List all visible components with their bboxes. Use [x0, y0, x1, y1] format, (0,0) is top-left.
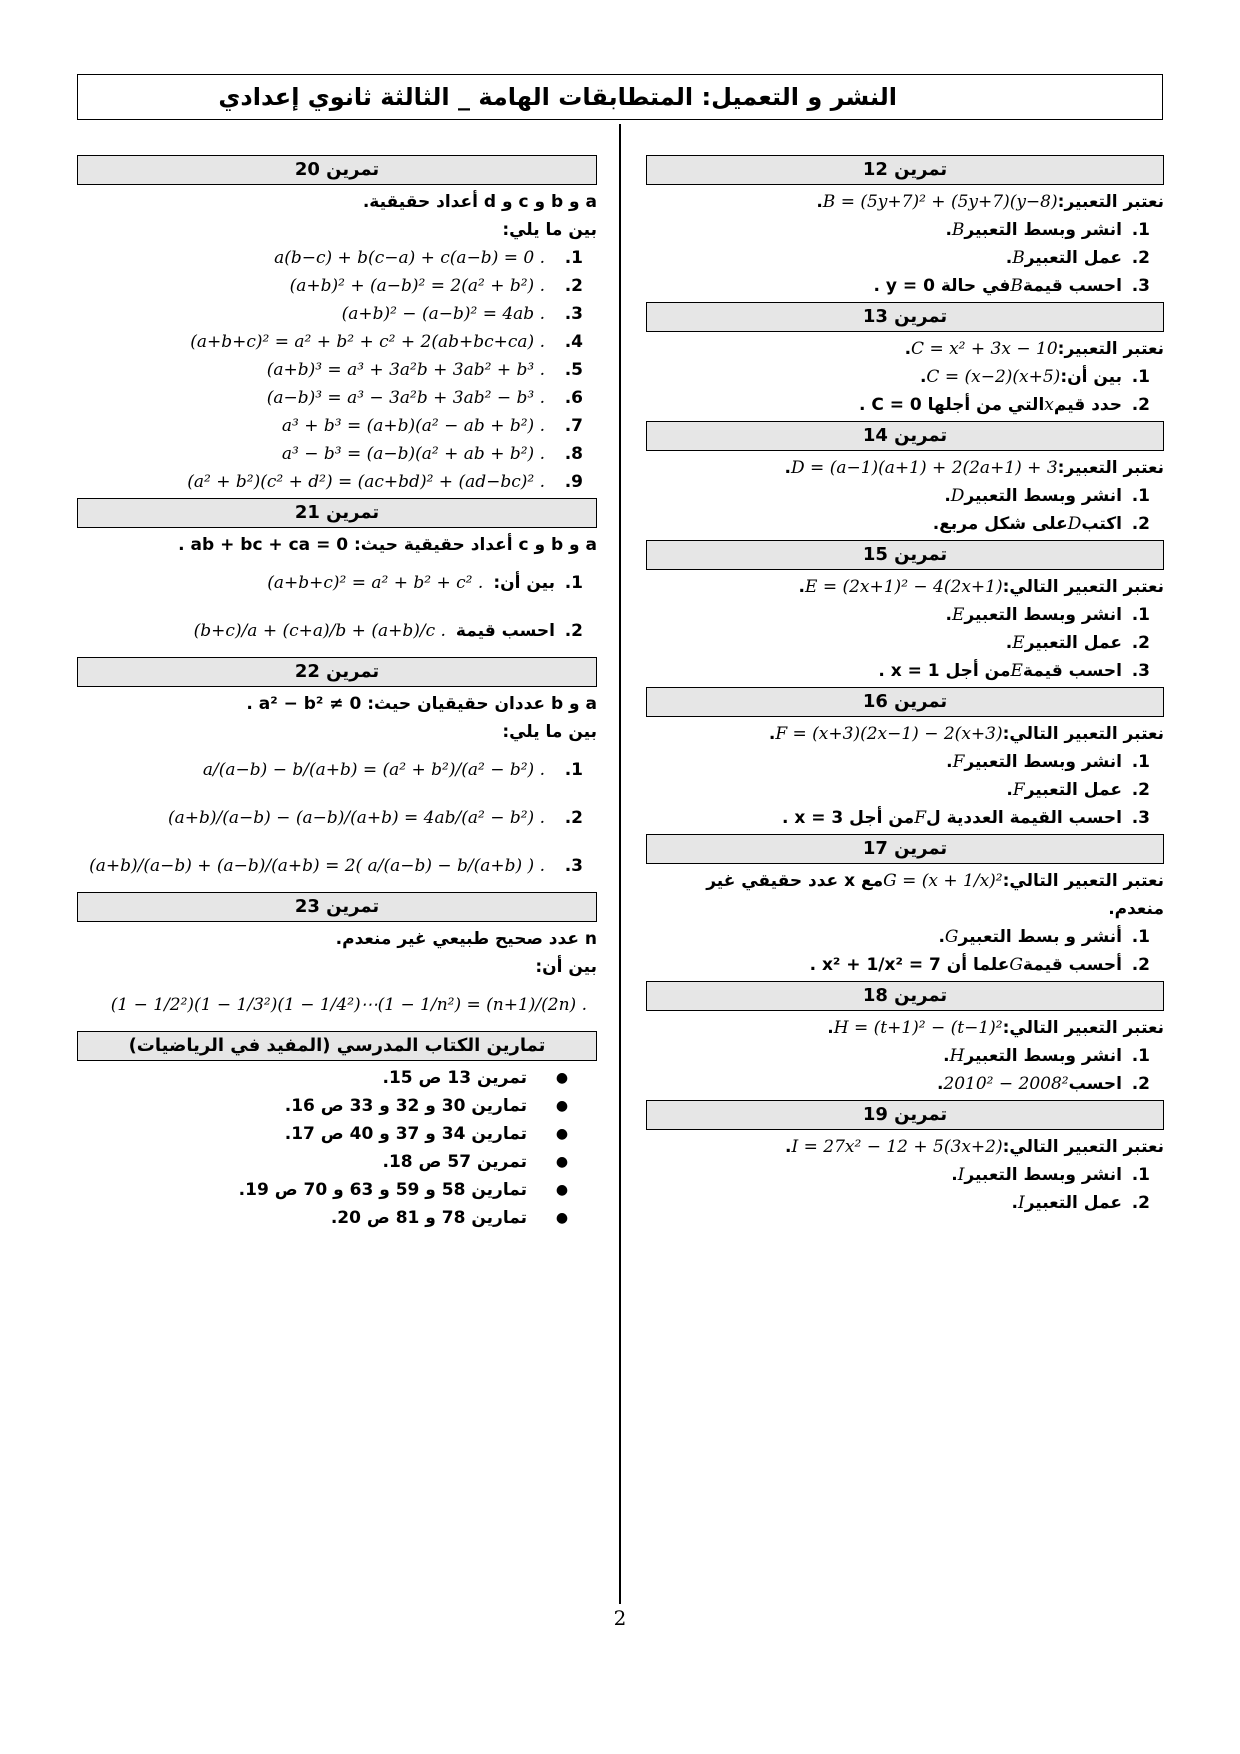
exercise-line [646, 188, 1164, 216]
math-expression: (a+b)/(a−b) + (a−b)/(a+b) = 2( a/(a−b) − b/(a+b) ) . [89, 856, 545, 876]
exercise-20-instruction: بين ما يلي: [502, 220, 597, 240]
line-text: عمل التعبير [1024, 248, 1122, 268]
item-number: 2. [564, 808, 583, 828]
item-number: 7. [564, 416, 583, 436]
item-number: 1. [564, 760, 583, 780]
exercise-line [646, 244, 1164, 272]
exercise-line [646, 748, 1164, 776]
line-tail: من أجل x = 3 . [782, 808, 915, 828]
item-number: 1. [1131, 1165, 1150, 1185]
line-text: انشر وبسط التعبير [964, 1046, 1122, 1066]
line-text: نعتبر التعبير التالي: [1002, 871, 1164, 891]
item-number: 1. [1131, 752, 1150, 772]
math-expression: F [1012, 780, 1025, 800]
exercise-23-header: تمرين 23 [77, 892, 597, 922]
math-expression: 2010² − 2008² [943, 1074, 1069, 1094]
exercise-header: تمرين 18 [646, 981, 1164, 1011]
item-number: 2. [564, 621, 583, 641]
line-text: نعتبر التعبير: [1057, 458, 1164, 478]
math-expression: B = (5y+7)² + (5y+7)(y−8) [822, 192, 1058, 212]
line-text: نعتبر التعبير التالي: [1002, 1137, 1164, 1157]
item-number: 1. [1131, 220, 1150, 240]
left-column [77, 153, 597, 1232]
bullet-icon: ● [555, 1098, 569, 1114]
exercise-20-intro: a و b و c و d أعداد حقيقية. [362, 192, 597, 212]
textbook-exercise-item [77, 1092, 597, 1120]
item-number: 2. [1131, 1074, 1150, 1094]
line-text: نعتبر التعبير التالي: [1002, 577, 1164, 597]
exercise-line [646, 629, 1164, 657]
exercise-line [646, 363, 1164, 391]
line-text: أحسب قيمة [1022, 955, 1122, 975]
exercise-line [646, 216, 1164, 244]
item-number: 3. [1131, 661, 1150, 681]
math-expression: (a+b)/(a−b) − (a−b)/(a+b) = 4ab/(a² − b²) . [168, 808, 545, 828]
math-expression: I [957, 1165, 965, 1185]
exercise-header: تمرين 13 [646, 302, 1164, 332]
math-expression: (a+b)³ = a³ + 3a²b + 3ab² + b³ . [266, 360, 545, 380]
exercise-22-intro: a و b عددان حقيقيان حيث: a² − b² ≠ 0 . [246, 694, 597, 714]
item-number: 6. [564, 388, 583, 408]
math-expression: x [1044, 395, 1054, 415]
math-expression: F = (x+3)(2x−1) − 2(x+3) [775, 724, 1003, 744]
exercise-23-intro: n عدد صحيح طبيعي غير منعدم. [335, 929, 597, 949]
math-expression: (a+b+c)² = a² + b² + c² + 2(ab+bc+ca) . [190, 332, 545, 352]
line-text: نعتبر التعبير: [1057, 339, 1164, 359]
bullet-icon: ● [555, 1182, 569, 1198]
item-number: 3. [1131, 808, 1150, 828]
line-tail: . [827, 1018, 834, 1038]
line-text: انشر وبسط التعبير [964, 605, 1122, 625]
exercise-line [646, 454, 1164, 482]
line-tail: . [945, 605, 952, 625]
exercise-line [646, 657, 1164, 685]
exercise-line [646, 1189, 1164, 1217]
textbook-exercise-text: تمارين 30 و 32 و 33 ص 16. [284, 1096, 527, 1116]
item-number: 2. [1131, 780, 1150, 800]
exercise-line [646, 951, 1164, 979]
page-title: النشر و التعميل: المتطابقات الهامة _ الثالثة ثانوي إعدادي [77, 74, 1163, 120]
identity-item [77, 272, 597, 300]
exercise-header: تمرين 17 [646, 834, 1164, 864]
line-text: عمل التعبير [1024, 780, 1122, 800]
exercise-line [646, 335, 1164, 363]
textbook-exercise-item [77, 1148, 597, 1176]
line-tail: في حالة y = 0 . [873, 276, 1011, 296]
item-number: 1. [564, 248, 583, 268]
identity-item [77, 356, 597, 384]
item-number: 1. [1131, 367, 1150, 387]
math-expression: D [1067, 514, 1082, 534]
exercise-line [646, 867, 1164, 895]
math-expression: a/(a−b) − b/(a+b) = (a² + b²)/(a² − b²) . [202, 760, 545, 780]
textbook-exercise-text: تمرين 57 ص 18. [382, 1152, 527, 1172]
textbook-exercise-text: تمارين 58 و 59 و 63 و 70 ص 19. [238, 1180, 527, 1200]
line-tail: التي من أجلها C = 0 . [858, 395, 1045, 415]
item-number: 9. [564, 472, 583, 492]
math-expression: I = 27x² − 12 + 5(3x+2) [791, 1137, 1003, 1157]
textbook-exercises-header: تمارين الكتاب المدرسي (المفيد في الرياضيات) [77, 1031, 597, 1061]
math-expression: a³ + b³ = (a+b)(a² − ab + b²) . [281, 416, 545, 436]
textbook-exercise-item [77, 1204, 597, 1232]
math-expression: (a−b)³ = a³ − 3a²b + 3ab² − b³ . [266, 388, 545, 408]
line-text: نعتبر التعبير التالي: [1002, 1018, 1164, 1038]
identity-item [77, 384, 597, 412]
item-text: احسب قيمة [455, 621, 555, 641]
exercise-header: تمرين 15 [646, 540, 1164, 570]
item-number: 8. [564, 444, 583, 464]
line-tail: . [768, 724, 776, 744]
math-expression: B [1010, 276, 1023, 296]
line-text: انشر وبسط التعبير [964, 752, 1122, 772]
exercise-line [646, 601, 1164, 629]
item-number: 1. [1131, 927, 1150, 947]
exercise-line [646, 1161, 1164, 1189]
exercise-23-instruction: بين أن: [535, 957, 597, 977]
math-expression: B [1012, 248, 1025, 268]
math-expression: G = (x + 1/x)² [883, 871, 1003, 891]
math-expression: G [944, 927, 959, 947]
math-expression: (a+b)² − (a−b)² = 4ab . [341, 304, 545, 324]
exercise-20-header: تمرين 20 [77, 155, 597, 185]
identity-item [77, 244, 597, 272]
exercise-line [646, 1014, 1164, 1042]
item-number: 1. [1131, 605, 1150, 625]
line-text: بين أن: [1060, 367, 1122, 387]
math-expression: (b+c)/a + (c+a)/b + (a+b)/c . [193, 621, 446, 641]
line-tail: . [946, 752, 953, 772]
bullet-icon: ● [555, 1154, 569, 1170]
identity-item [77, 842, 597, 890]
item-number: 2. [1131, 248, 1150, 268]
math-expression: C = x² + 3x − 10 [911, 339, 1058, 359]
bullet-icon: ● [555, 1070, 569, 1086]
exercise-header: تمرين 12 [646, 155, 1164, 185]
exercise-21-header: تمرين 21 [77, 498, 597, 528]
exercise-22-instruction: بين ما يلي: [502, 722, 597, 742]
item-number: 1. [1131, 1046, 1150, 1066]
math-expression: F [914, 808, 926, 828]
exercise-header: تمرين 14 [646, 421, 1164, 451]
line-tail: . [944, 486, 951, 506]
line-tail: علما أن x² + 1/x² = 7 . [809, 955, 1010, 975]
line-text: احسب القيمة العددية ل [925, 808, 1122, 828]
math-expression: H = (t+1)² − (t−1)² [833, 1018, 1003, 1038]
line-tail: . [919, 367, 927, 387]
textbook-exercise-item [77, 1176, 597, 1204]
line-tail: من أجل x = 1 . [878, 661, 1011, 681]
item-text: بين أن: [493, 573, 555, 593]
line-text: عمل التعبير [1024, 1193, 1122, 1213]
item-number: 2. [1131, 514, 1150, 534]
math-expression: F [952, 752, 965, 772]
math-expression: (a² + b²)(c² + d²) = (ac+bd)² + (ad−bc)² . [187, 472, 545, 492]
line-text: احسب قيمة [1022, 276, 1122, 296]
math-expression: E [952, 605, 965, 625]
line-tail: . [951, 1165, 958, 1185]
line-tail: . [1005, 633, 1013, 653]
bullet-icon: ● [555, 1210, 569, 1226]
line-tail: . [943, 1046, 950, 1066]
exercise-23-formula [77, 981, 597, 1029]
textbook-exercise-text: تمارين 34 و 37 و 40 ص 17. [284, 1124, 527, 1144]
math-expression: (a+b+c)² = a² + b² + c² . [267, 573, 484, 593]
line-tail: مع x عدد حقيقي غير [706, 871, 884, 891]
textbook-exercise-item [77, 1064, 597, 1092]
exercise-line [646, 804, 1164, 832]
exercise-line [646, 1070, 1164, 1098]
item-number: 1. [564, 573, 583, 593]
item-number: 3. [564, 856, 583, 876]
line-text: احسب [1068, 1074, 1122, 1094]
math-expression: D [950, 486, 965, 506]
column-divider [619, 124, 621, 1604]
identity-item [77, 746, 597, 794]
exercise-line [646, 510, 1164, 538]
math-expression: I [1017, 1193, 1025, 1213]
line-tail: . [936, 1074, 944, 1094]
textbook-exercise-item [77, 1120, 597, 1148]
math-expression: a³ − b³ = (a−b)(a² + ab + b²) . [281, 444, 545, 464]
item-number: 2. [564, 276, 583, 296]
line-text: عمل التعبير [1024, 633, 1122, 653]
exercise-line [646, 895, 1164, 923]
exercise-line [646, 272, 1164, 300]
line-tail: . [784, 458, 792, 478]
line-text: انشر وبسط التعبير [964, 486, 1122, 506]
item-number: 5. [564, 360, 583, 380]
exercise-line [646, 1042, 1164, 1070]
line-text: انشر وبسط التعبير [964, 220, 1122, 240]
line-tail: . [1005, 248, 1013, 268]
exercise-line [646, 923, 1164, 951]
line-tail: . [1006, 780, 1013, 800]
identity-item [77, 440, 597, 468]
line-tail: . [1011, 1193, 1018, 1213]
textbook-exercise-text: تمارين 78 و 81 ص 20. [330, 1208, 527, 1228]
identity-item [77, 468, 597, 496]
math-expression: G [1009, 955, 1023, 975]
math-expression: B [951, 220, 965, 240]
identity-item [77, 328, 597, 356]
exercise-line [646, 391, 1164, 419]
line-tail: . [816, 192, 823, 212]
item-number: 3. [1131, 276, 1150, 296]
math-expression: a(b−c) + b(c−a) + c(a−b) = 0 . [274, 248, 545, 268]
page-number: 2 [613, 1606, 627, 1630]
line-tail: . [798, 577, 805, 597]
line-text: نعتبر التعبير التالي: [1002, 724, 1164, 744]
line-text: أنشر و بسط التعبير [958, 927, 1122, 947]
line-tail: . [945, 220, 952, 240]
formula: (1 − 1/2²)(1 − 1/3²)(1 − 1/4²)⋯(1 − 1/n²) = (n+1)/(2n) . [110, 995, 587, 1015]
line-tail: . [904, 339, 912, 359]
identity-item [77, 607, 597, 655]
math-expression: (a+b)² + (a−b)² = 2(a² + b²) . [289, 276, 545, 296]
exercise-22-header: تمرين 22 [77, 657, 597, 687]
identity-item [77, 412, 597, 440]
item-number: 2. [1131, 955, 1150, 975]
line-text: احسب قيمة [1022, 661, 1122, 681]
exercise-line [646, 573, 1164, 601]
identity-item [77, 794, 597, 842]
line-text: نعتبر التعبير: [1057, 192, 1164, 212]
exercise-line [646, 720, 1164, 748]
bullet-icon: ● [555, 1126, 569, 1142]
item-number: 2. [1131, 395, 1150, 415]
exercise-21-intro: a و b و c أعداد حقيقية حيث: ab + bc + ca = 0 . [178, 535, 597, 555]
math-expression: E = (2x+1)² − 4(2x+1) [805, 577, 1003, 597]
math-expression: H [949, 1046, 965, 1066]
line-text: منعدم. [1108, 899, 1164, 919]
item-number: 4. [564, 332, 583, 352]
line-tail: . [785, 1137, 792, 1157]
identity-item [77, 559, 597, 607]
exercise-line [646, 1133, 1164, 1161]
exercise-line [646, 776, 1164, 804]
exercise-header: تمرين 19 [646, 1100, 1164, 1130]
line-text: حدد قيم [1053, 395, 1122, 415]
item-number: 3. [564, 304, 583, 324]
item-number: 2. [1131, 633, 1150, 653]
line-tail: . [938, 927, 945, 947]
math-expression: C = (x−2)(x+5) [926, 367, 1061, 387]
math-expression: E [1010, 661, 1023, 681]
math-expression: E [1012, 633, 1025, 653]
math-expression: D = (a−1)(a+1) + 2(2a+1) + 3 [791, 458, 1058, 478]
item-number: 1. [1131, 486, 1150, 506]
line-tail: على شكل مربع. [932, 514, 1068, 534]
item-number: 2. [1131, 1193, 1150, 1213]
right-column [646, 153, 1164, 1217]
identity-item [77, 300, 597, 328]
exercise-line [646, 482, 1164, 510]
line-text: اكتب [1081, 514, 1122, 534]
line-text: انشر وبسط التعبير [964, 1165, 1122, 1185]
exercise-header: تمرين 16 [646, 687, 1164, 717]
textbook-exercise-text: تمرين 13 ص 15. [382, 1068, 527, 1088]
